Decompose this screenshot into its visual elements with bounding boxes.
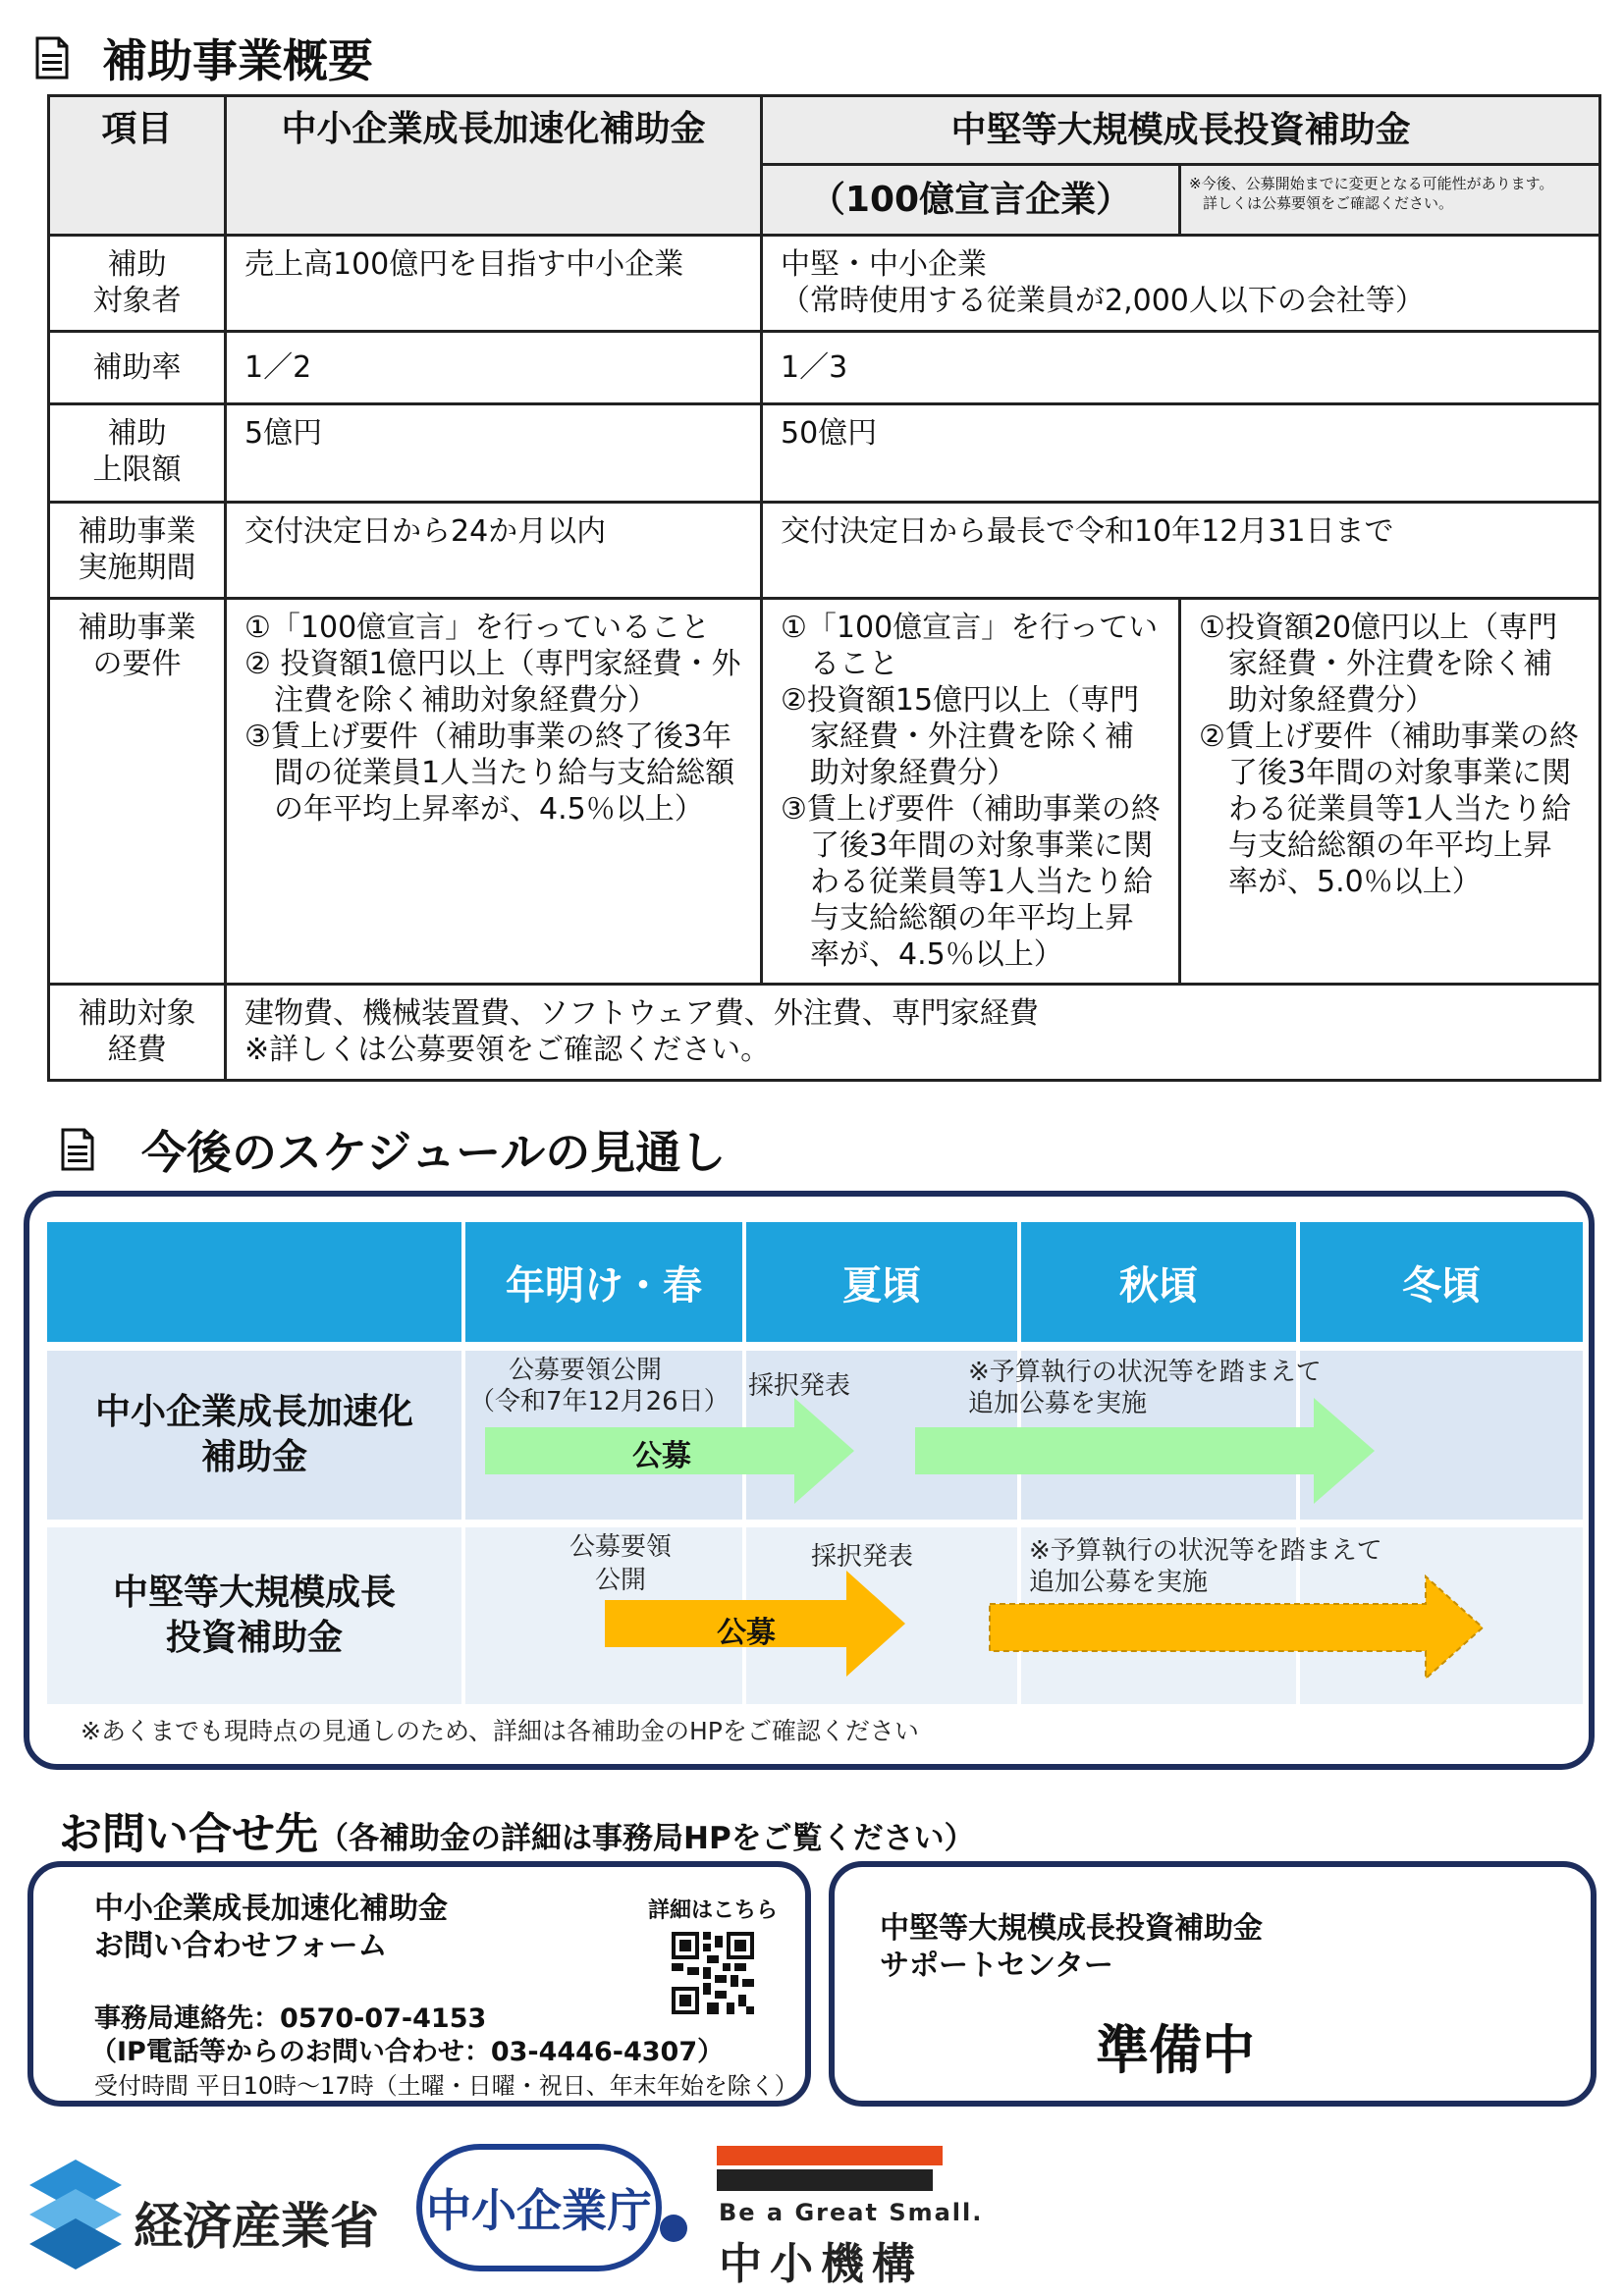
period-b: 交付決定日から最長で令和10年12月31日まで: [762, 503, 1600, 599]
contact-sme-hours: 受付時間 平日10時～17時（土曜・日曜・祝日、年末年始を除く）: [94, 2072, 798, 2100]
contact-sme-title-2: お問い合わせフォーム: [94, 1929, 388, 1963]
row-limit: [49, 404, 1600, 503]
overview-table: [47, 94, 1601, 1082]
col-header-item: 項目: [49, 96, 226, 236]
expense-value: 建物費、機械装置費、ソフトウェア費、外注費、専門家経費 ※詳しくは公募要領をご確認ください。: [226, 985, 1600, 1081]
smrj-logo-bar: [717, 2146, 943, 2165]
qr-code-icon[interactable]: [672, 1932, 754, 2014]
schedule-header-blank: [47, 1222, 461, 1342]
sme-open-date: （令和7年12月26日）: [469, 1387, 730, 1416]
meti-logo-icon: [29, 2160, 122, 2271]
requirement-a-3: ③賃上げ要件（補助事業の終了後3年間の従業員1人当たり給与支給総額の年平均上昇率が、4.5％以上）: [244, 720, 735, 827]
overview-heading: [35, 26, 373, 90]
requirement-c-1: ①投資額20億円以上（専門家経費・外注費を除く補助対象経費分）: [1199, 611, 1558, 718]
overview-title: 補助事業概要: [102, 34, 373, 87]
sme-agency-logo-dot: [660, 2215, 687, 2242]
midsize-open-text-2: 公開: [595, 1566, 647, 1595]
row-requirements: [49, 599, 1600, 985]
col-header-b: 中堅等大規模成長投資補助金: [762, 96, 1600, 165]
smrj-logo-text: 中小機構: [719, 2239, 923, 2289]
contact-heading: お問い合せ先（各補助金の詳細は事務局HPをご覧ください）: [59, 1809, 975, 1859]
requirement-c-2: ②賃上げ要件（補助事業の終了後3年間の対象事業に関わる従業員等1人当たり給与支給総額の年平均上昇率が、5.0％以上）: [1199, 720, 1579, 899]
midsize-open-text-1: 公募要領: [569, 1532, 673, 1562]
row-label-period: 補助事業 実施期間: [49, 503, 226, 599]
schedule-row-midsize-label: 中堅等大規模成長 投資補助金: [47, 1527, 461, 1704]
requirement-b-3: ③賃上げ要件（補助事業の終了後3年間の対象事業に関わる従業員等1人当たり給与支給総額の年平均上昇率が、4.5％以上）: [781, 792, 1161, 972]
midsize-arrow-label: 公募: [717, 1616, 776, 1650]
meti-logo-text: 経済産業省: [134, 2198, 379, 2255]
sme-adopt-text: 採択発表: [748, 1371, 851, 1401]
contact-sme-ip-phone: （IP電話等からのお問い合わせ：03-4446-4307）: [90, 2037, 725, 2067]
col-header-a: 中小企業成長加速化補助金: [226, 96, 762, 236]
period-winter: 冬頃: [1300, 1222, 1583, 1342]
row-label-expense: 補助対象 経費: [49, 985, 226, 1081]
requirement-b-1: ①「100億宣言」を行っていること: [781, 611, 1159, 681]
period-summer: 夏頃: [746, 1222, 1017, 1342]
row-period: [49, 503, 1600, 599]
requirements-c: [1180, 599, 1600, 985]
period-a: 交付決定日から24か月以内: [226, 503, 762, 599]
row-label-target: 補助 対象者: [49, 236, 226, 332]
limit-a: 5億円: [226, 404, 762, 503]
target-a: 売上高100億円を目指す中小企業: [226, 236, 762, 332]
sme-note-1: ※予算執行の状況等を踏まえて: [968, 1358, 1322, 1387]
schedule-title: 今後のスケジュールの見通し: [141, 1126, 727, 1179]
requirement-b-2: ②投資額15億円以上（専門家経費・外注費を除く補助対象経費分）: [781, 683, 1140, 790]
sme-note-2: 追加公募を実施: [968, 1389, 1148, 1418]
detail-link[interactable]: 詳細はこちら: [648, 1898, 779, 1923]
smrj-logo-bar-2: [717, 2169, 933, 2191]
row-label-rate: 補助率: [49, 332, 226, 404]
schedule-footnote: ※あくまでも現時点の見通しのため、詳細は各補助金のHPをご確認ください: [81, 1717, 919, 1745]
schedule-heading: [61, 1117, 726, 1182]
document-icon: [61, 1128, 94, 1171]
midsize-adopt-text: 採択発表: [811, 1542, 914, 1572]
midsize-note-2: 追加公募を実施: [1029, 1568, 1209, 1597]
requirement-a-2: ② 投資額1億円以上（専門家経費・外注費を除く補助対象経費分）: [244, 647, 741, 718]
contact-midsize-title-2: サポートセンター: [880, 1949, 1113, 1983]
document-icon: [35, 36, 69, 80]
midsize-note-1: ※予算執行の状況等を踏まえて: [1029, 1536, 1382, 1566]
contact-midsize-status: 準備中: [1096, 2019, 1255, 2081]
schedule-row-sme-label: 中小企業成長加速化 補助金: [47, 1351, 461, 1520]
contact-sme-phone: 事務局連絡先：0570-07-4153: [94, 2003, 487, 2034]
row-label-limit: 補助 上限額: [49, 404, 226, 503]
sme-arrow-label: 公募: [632, 1439, 691, 1473]
row-rate: [49, 332, 1600, 404]
rate-a: 1／2: [226, 332, 762, 404]
target-b: 中堅・中小企業 （常時使用する従業員が2,000人以下の会社等）: [762, 236, 1600, 332]
sme-agency-logo: 中小企業庁: [416, 2144, 662, 2271]
requirements-b: [762, 599, 1180, 985]
rate-b: 1／3: [762, 332, 1600, 404]
contact-sme-title-1: 中小企業成長加速化補助金: [94, 1892, 448, 1926]
limit-b: 50億円: [762, 404, 1600, 503]
col-header-b-sub: （100億宣言企業）: [762, 165, 1180, 236]
contact-midsize-title-1: 中堅等大規模成長投資補助金: [880, 1911, 1263, 1946]
row-expense: [49, 985, 1600, 1081]
col-header-b-note: ※今後、公募開始までに変更となる可能性があります。 詳しくは公募要領をご確認ください。: [1180, 165, 1600, 236]
sme-open-text: 公募要領公開: [509, 1356, 663, 1385]
period-autumn: 秋頃: [1021, 1222, 1296, 1342]
requirements-a: [226, 599, 762, 985]
row-target: [49, 236, 1600, 332]
requirement-a-1: ①「100億宣言」を行っていること: [244, 611, 711, 645]
smrj-tagline: Be a Great Small.: [719, 2199, 984, 2226]
period-spring: 年明け・春: [465, 1222, 742, 1342]
row-label-requirements: 補助事業 の要件: [49, 599, 226, 985]
